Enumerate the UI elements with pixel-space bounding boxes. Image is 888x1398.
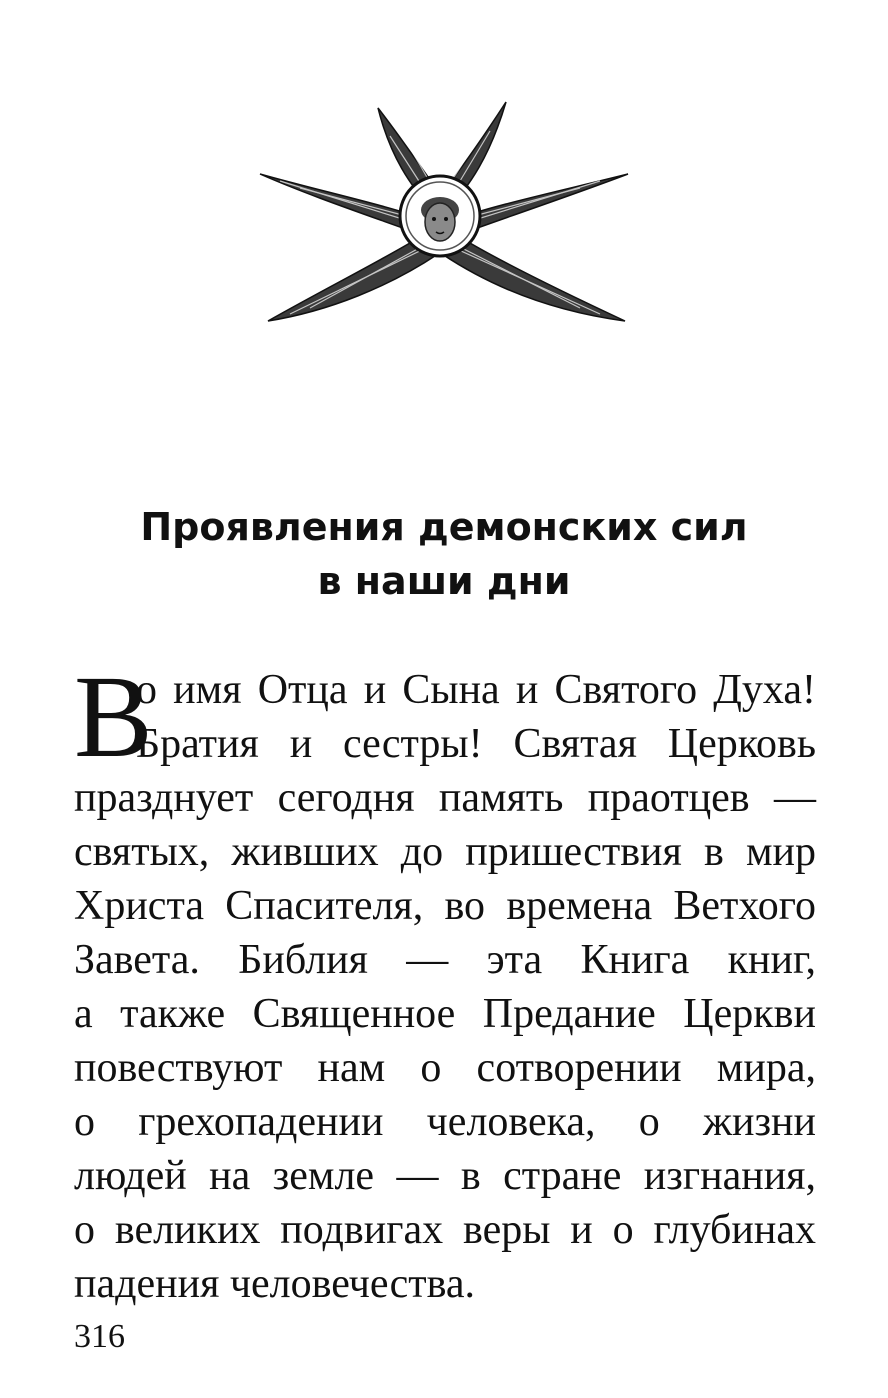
- text-line: Завета. Библия — эта Книга книг,: [74, 937, 816, 983]
- seraph-icon: [240, 96, 640, 336]
- body-paragraph: [74, 651, 816, 1311]
- text-line: повествуют нам о сотворении мира,: [74, 1045, 816, 1091]
- drop-cap: В: [74, 651, 153, 782]
- text-line: людей на земле — в стране изгнания,: [74, 1153, 816, 1199]
- text-line: о грехопадении человека, о жизни: [74, 1099, 816, 1145]
- chapter-title: [74, 500, 814, 608]
- chapter-title-line-2: в наши дни: [317, 559, 571, 603]
- text-line: о великих подвигах веры и о глубинах: [74, 1207, 816, 1253]
- text-line: о имя Отца и Сына и Святого Духа!: [136, 667, 816, 713]
- text-line: празднует сегодня память праотцев —: [74, 775, 816, 821]
- text-line: святых, живших до пришествия в мир: [74, 829, 816, 875]
- text-line: Братия и сестры! Святая Церковь: [136, 721, 816, 767]
- page-number: 316: [74, 1318, 125, 1355]
- chapter-title-line-1: Проявления демонских сил: [140, 505, 748, 549]
- text-line: Христа Спасителя, во времена Ветхого: [74, 883, 816, 929]
- text-line: а также Священное Предание Церкви: [74, 991, 816, 1037]
- text-line: падения человечества.: [74, 1261, 476, 1307]
